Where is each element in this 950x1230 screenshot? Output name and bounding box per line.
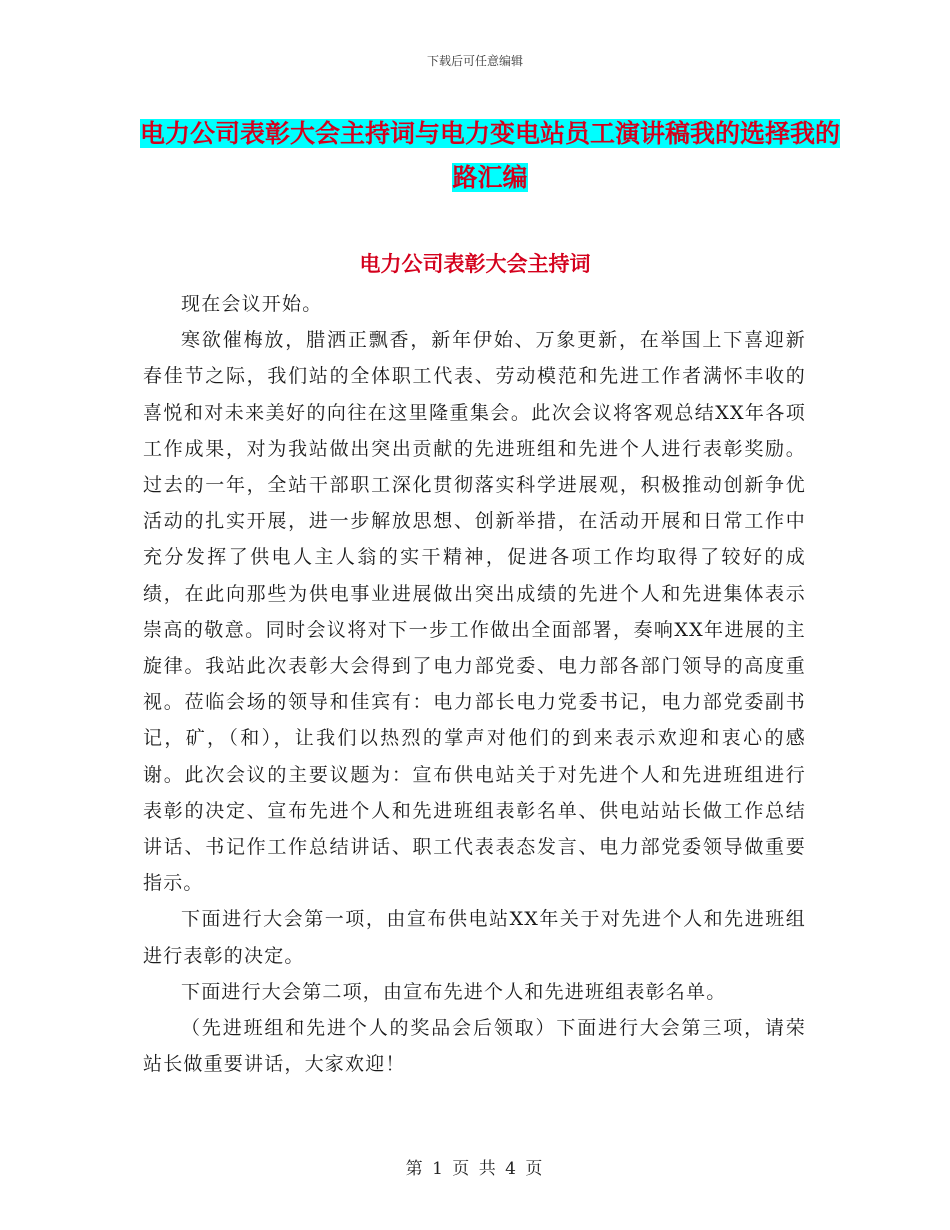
document-title xyxy=(140,112,840,200)
paragraph: 下面进行大会第二项，由宣布先进个人和先进班组表彰名单。 xyxy=(181,980,727,1003)
document-body xyxy=(143,286,806,1082)
paragraph: （先进班组和先进个人的奖品会后领取）下面进行大会第三项，请荣站长做重要讲话，大家欢迎！ xyxy=(143,1017,806,1076)
paragraph: 寒欲催梅放，腊洒正飘香，新年伊始、万象更新，在举国上下喜迎新春佳节之际，我们站的全体职工代表、劳动模范和先进工作者满怀丰收的喜悦和对未来美好的向往在这里隆重集会。此次会议将客观总结XX年各项工作成果，对为我站做出突出贡献的先进班组和先进个人进行表彰奖励。过去的一年，全站干部职工深化贯彻落实科学进展观，积极推动创新争优活动的扎实开展，进一步解放思想、创新举措，在活动开展和日常工作中充分发挥了供电人主人翁的实干精神，促进各项工作均取得了较好的成绩，在此向那些为供电事业进展做出突出成绩的先进个人和先进集体表示崇高的敬意。同时会议将对下一步工作做出全面部署，奏响XX年进展的主旋律。我站此次表彰大会得到了电力部党委、电力部各部门领导的高度重视。莅临会场的领导和佳宾有：电力部长电力党委书记，电力部党委副书记，矿，（和），让我们以热烈的掌声对他们的到来表示欢迎和衷心的感谢。此次会议的主要议题为：宣布供电站关于对先进个人和先进班组进行表彰的决定、宣布先进个人和先进班组表彰名单、供电站站长做工作总结讲话、书记作工作总结讲话、职工代表表态发言、电力部党委领导做重要指示。 xyxy=(143,329,806,895)
header-note: 下载后可任意编辑 xyxy=(426,54,523,68)
paragraph: 下面进行大会第一项，由宣布供电站XX年关于对先进个人和先进班组进行表彰的决定。 xyxy=(143,908,806,967)
paragraph: 现在会议开始。 xyxy=(181,293,323,315)
page-footer: 第 1 页 共 4 页 xyxy=(405,1159,545,1179)
section-title: 电力公司表彰大会主持词 xyxy=(359,252,591,276)
document-title-text: 电力公司表彰大会主持词与电力变电站员工演讲稿我的选择我的路汇编 xyxy=(140,119,841,192)
